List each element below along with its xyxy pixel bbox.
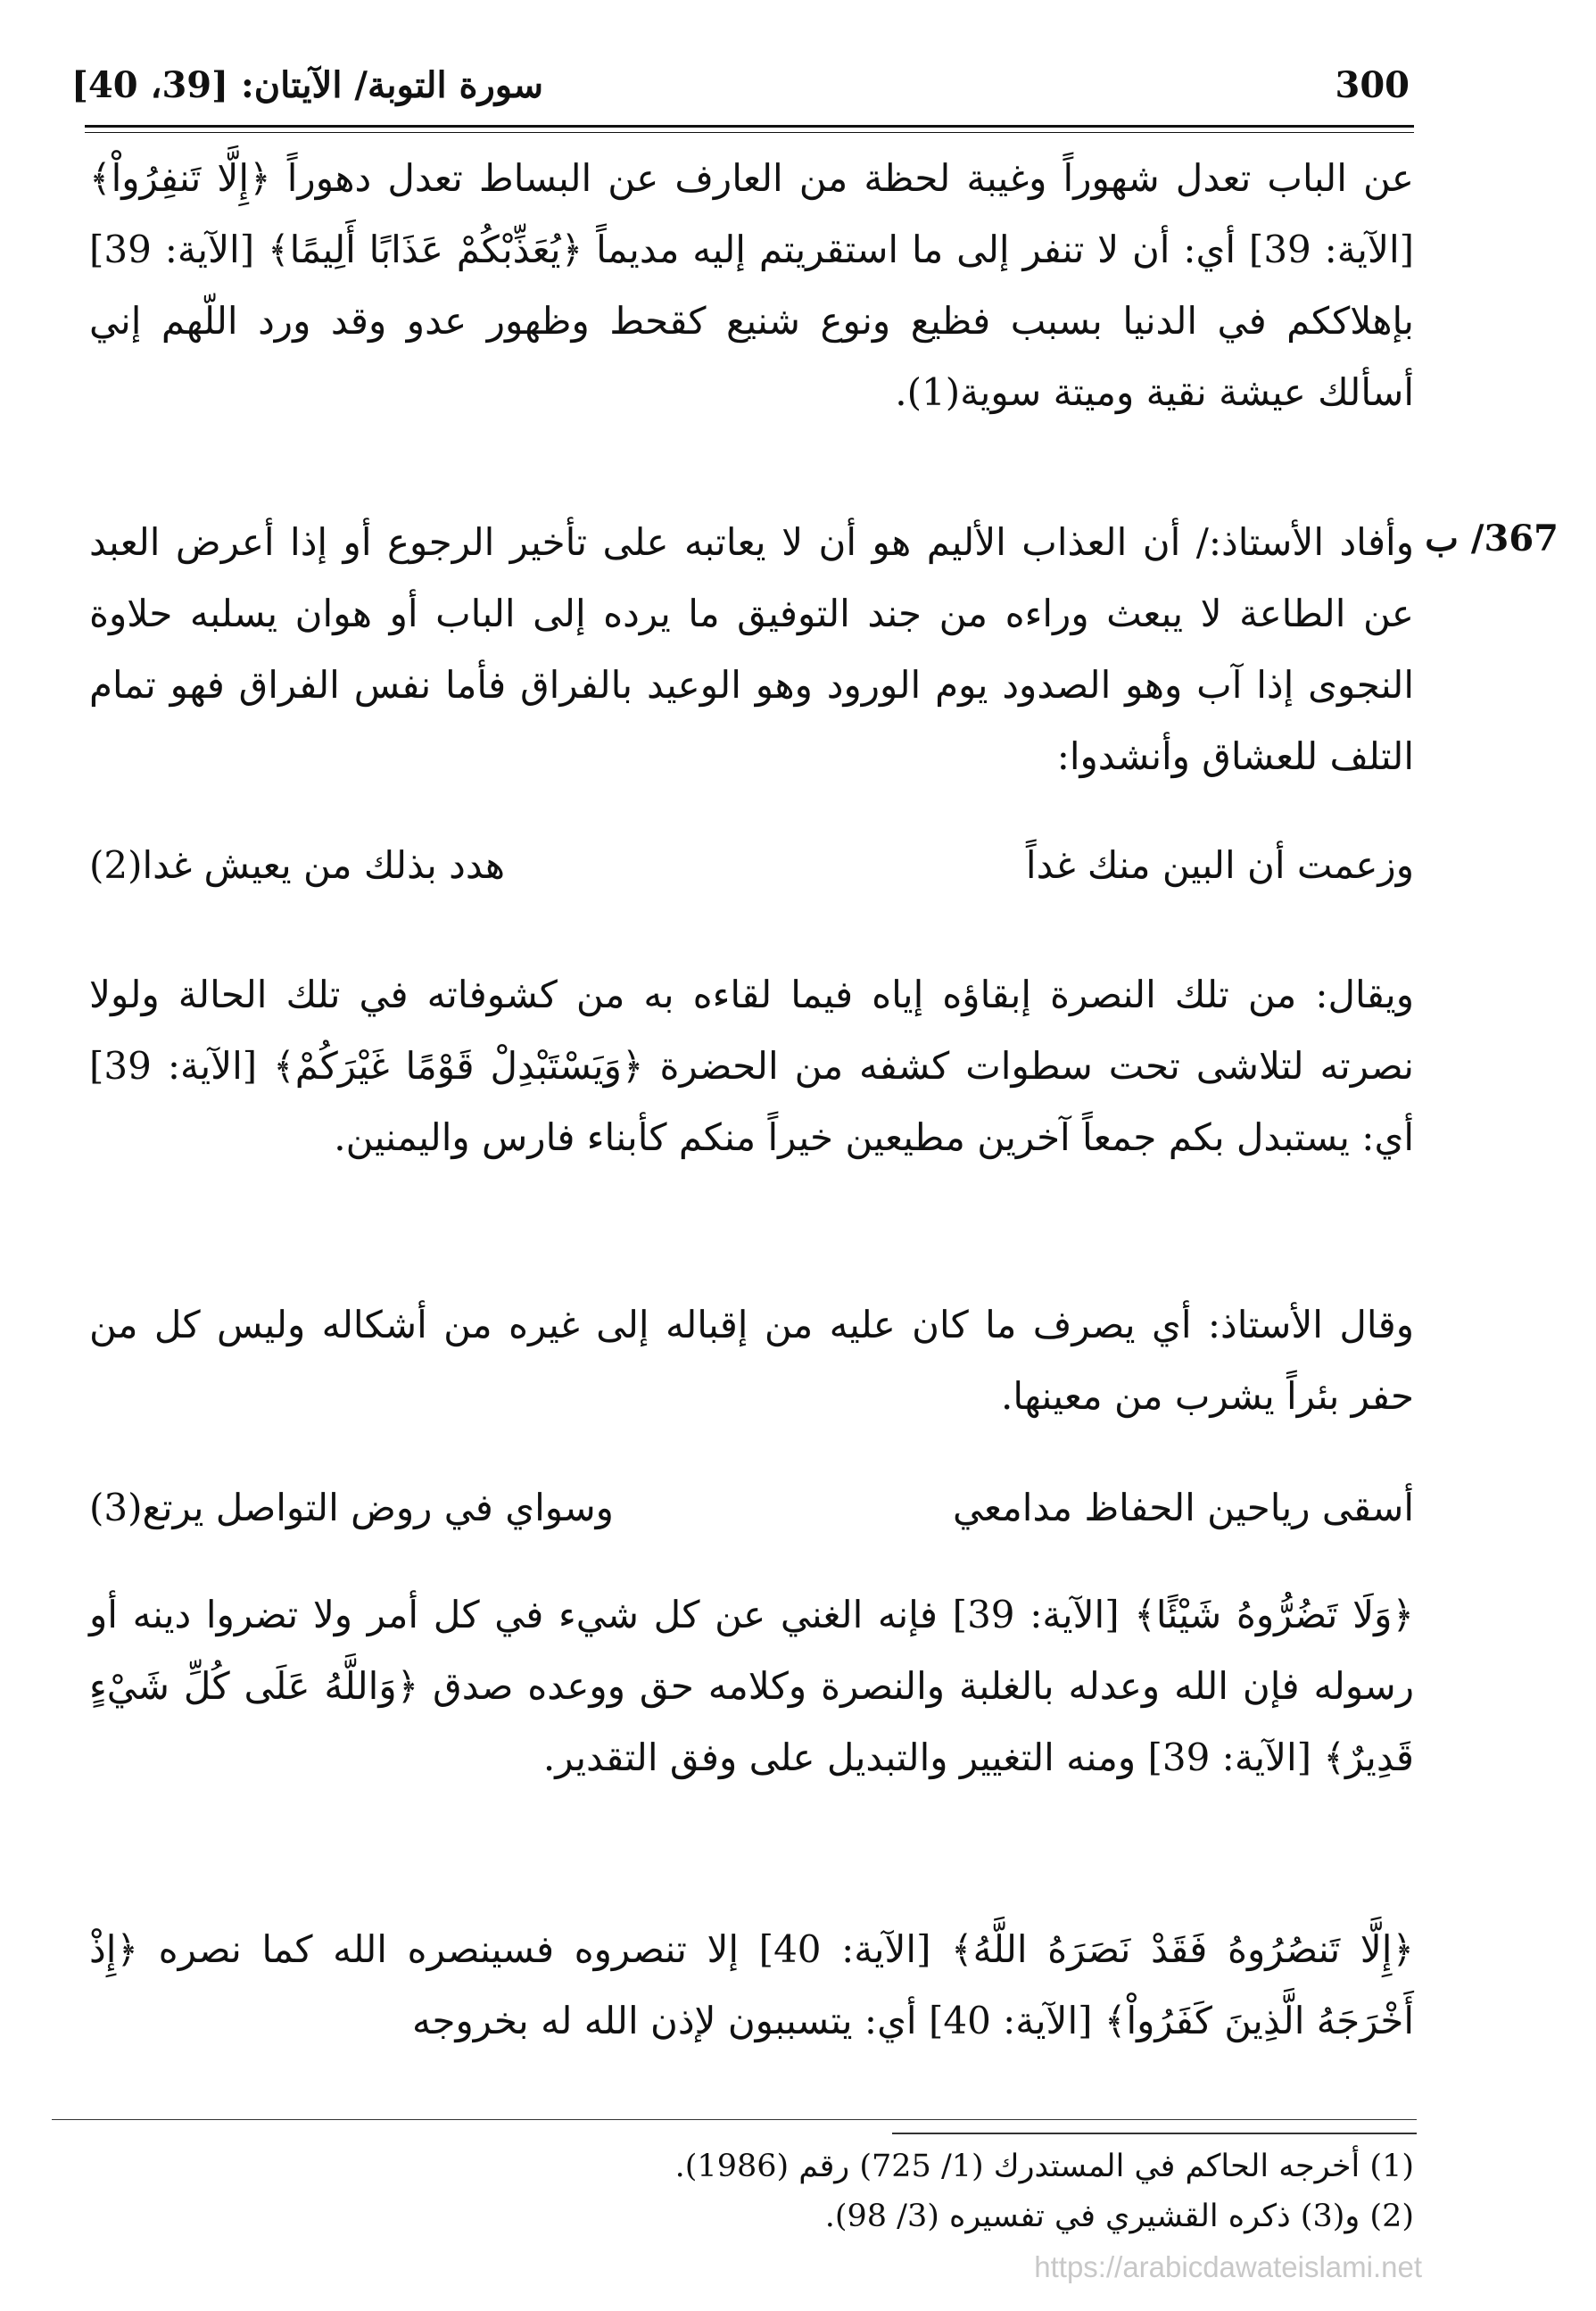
footnote-separator xyxy=(52,2119,1417,2120)
page-header xyxy=(71,64,1410,118)
verse-line-1 xyxy=(89,843,1414,906)
footnote-separator-short xyxy=(892,2133,1417,2134)
verse-1-first-hemistich: وزعمت أن البين منك غداً xyxy=(1025,843,1414,887)
verse-2-second-hemistich: وسواي في روض التواصل يرتع(3) xyxy=(89,1486,614,1529)
verse-1-second-hemistich: هدد بذلك من يعيش غدا(2) xyxy=(89,843,506,887)
header-rule-thin xyxy=(85,132,1414,133)
footnote-2: (2) و(3) ذكره القشيري في تفسيره (3/ 98). xyxy=(824,2199,1414,2234)
paragraph-6: ﴿إِلَّا تَنصُرُوهُ فَقَدْ نَصَرَهُ اللَّهُ﴾ [الآية: 40] إلا تنصروه فسينصره الله كما نصره ﴿إِذْ أَخْرَجَهُ الَّذِينَ كَفَرُواْ﴾ [الآية: 40] أي: يتسببون لإذن الله له بخروجه xyxy=(89,1927,1415,2042)
paragraph-3: ويقال: من تلك النصرة إبقاؤه إياه فيما لقاءه به من كشوفاته في تلك الحالة ولولا نصرته لتلاشى تحت سطوات كشفه من الحضرة ﴿وَيَسْتَبْدِلْ قَوْمًا غَيْرَكُمْ﴾ [الآية: 39] أي: يستبدل بكم جمعاً آخرين مطيعين خيراً منكم كأبناء فارس واليمنين. xyxy=(89,973,1414,1159)
page-number: 300 xyxy=(1335,64,1410,106)
verse-2-first-hemistich: أسقى رياحين الحفاظ مدامعي xyxy=(953,1486,1414,1529)
paragraph-1: عن الباب تعدل شهوراً وغيبة لحظة من العارف عن البساط تعدل دهوراً ﴿إِلَّا تَنفِرُواْ﴾ [الآية: 39] أي: أن لا تنفر إلى ما استقريتم إليه مديماً ﴿يُعَذِّبْكُمْ عَذَابًا أَلِيمًا﴾ [الآية: 39] بإهلاككم في الدنيا بسبب فظيع ونوع شنيع كقحط وظهور عدو وقد ورد اللّهم إني أسألك عيشة نقية وميتة سوية(1). xyxy=(89,156,1415,414)
footnote-1: (1) أخرجه الحاكم في المستدرك (1/ 725) رقم (1986). xyxy=(674,2149,1414,2184)
paragraph-4: وقال الأستاذ: أي يصرف ما كان عليه من إقباله إلى غيره من أشكاله وليس كل من حفر بئراً يشرب من معينها. xyxy=(89,1303,1414,1418)
running-title: سورة التوبة/ الآيتان: [39، 40] xyxy=(71,64,543,106)
watermark-url: https://arabicdawateislami.net xyxy=(1034,2250,1422,2283)
paragraph-2: وأفاد الأستاذ:/ أن العذاب الأليم هو أن لا يعاتبه على تأخير الرجوع أو إذا أعرض العبد عن الطاعة لا يبعث وراءه من جند التوفيق ما يرده إلى الباب أو هوان يسلبه حلاوة النجوى إذا آب وهو الصدود يوم الورود وهو الوعيد بالفراق فأما نفس الفراق فهو تمام التلف للعشاق وأنشدوا: xyxy=(89,520,1414,778)
footnotes xyxy=(89,2141,1414,2241)
header-rule xyxy=(85,125,1414,128)
paragraph-5: ﴿وَلَا تَضُرُّوهُ شَيْئًا﴾ [الآية: 39] فإنه الغني عن كل شيء في كل أمر ولا تضروا دينه أو رسوله فإن الله وعدله بالغلبة والنصرة وكلامه حق ووعده صدق ﴿وَاللَّهُ عَلَى كُلِّ شَيْءٍ قَدِيرٌ﴾ [الآية: 39] ومنه التغيير والتبديل على وفق التقدير. xyxy=(89,1593,1414,1779)
margin-folio-note: 367/ ب xyxy=(1425,518,1559,559)
verse-line-2 xyxy=(89,1486,1414,1548)
